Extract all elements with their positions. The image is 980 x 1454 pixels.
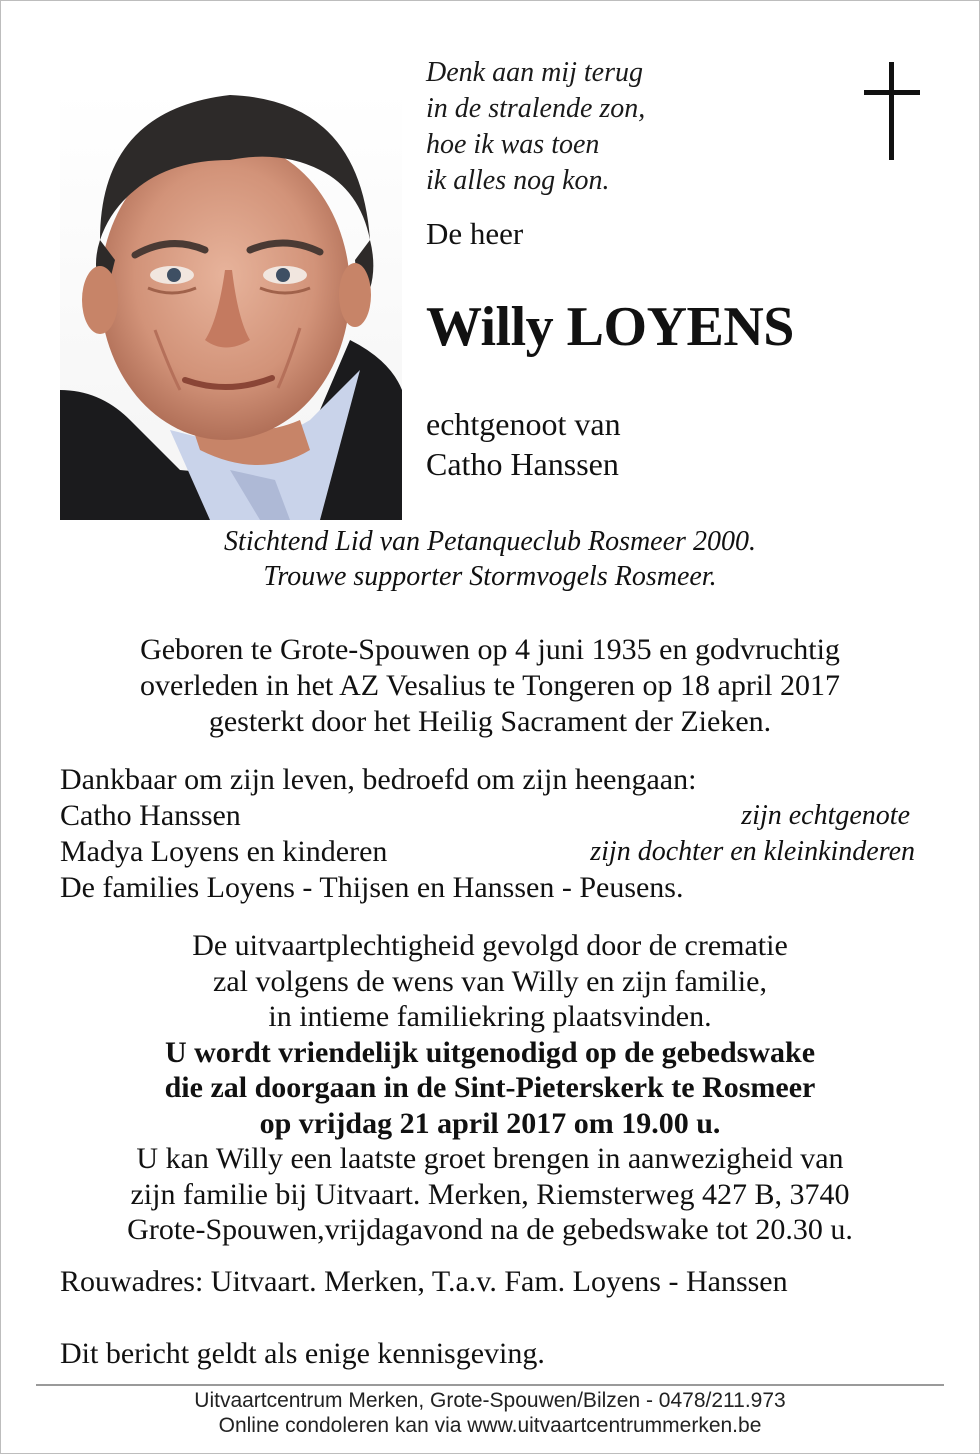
poem-line: ik alles nog kon. [426, 165, 610, 196]
funeral-home-contact: Uitvaartcentrum Merken, Grote-Spouwen/Bilzen - 0478/211.973 [194, 1389, 786, 1412]
spouse-name: Catho Hanssen [426, 446, 619, 482]
cross-icon [864, 62, 920, 160]
birth-line: Geboren te Grote-Spouwen op 4 juni 1935 en godvruchtig [140, 633, 840, 666]
family-member-role: zijn echtgenote [741, 800, 910, 831]
ceremony-line: zal volgens de wens van Willy en zijn familie, [213, 964, 767, 998]
poem-line: Denk aan mij terug [426, 57, 643, 88]
honorific: De heer [426, 216, 524, 251]
family-list [60, 762, 920, 906]
families-line: De families Loyens - Thijsen en Hanssen - Peusens. [60, 871, 684, 904]
notice-line: Dit bericht geldt als enige kennisgeving. [60, 1337, 545, 1370]
family-intro: Dankbaar om zijn leven, bedroefd om zijn heengaan: [60, 763, 697, 796]
ceremony-info [0, 928, 980, 1248]
birth-death-info [0, 632, 980, 740]
mourning-address: Rouwadres: Uitvaart. Merken, T.a.v. Fam. Loyens - Hanssen [60, 1265, 788, 1298]
family-member-row [60, 834, 920, 870]
visit-line: Grote-Spouwen,vrijdagavond na de gebedswake tot 20.30 u. [127, 1213, 853, 1246]
poem-line: hoe ik was toen [426, 129, 600, 160]
death-line: overleden in het AZ Vesalius te Tongeren op 18 april 2017 [140, 669, 840, 702]
spouse-info [426, 404, 621, 484]
spouse-label: echtgenoot van [426, 406, 621, 442]
portrait-photo-icon [60, 90, 402, 520]
wake-invitation-line: die zal doorgaan in de Sint-Pieterskerk te Rosmeer [164, 1071, 816, 1104]
ceremony-line: in intieme familiekring plaatsvinden. [268, 1000, 712, 1033]
family-member-row [60, 798, 920, 834]
family-member-name: Catho Hanssen [60, 799, 241, 832]
footer-divider [36, 1384, 944, 1386]
poem-line: in de stralende zon, [426, 93, 646, 124]
wake-invitation-line: U wordt vriendelijk uitgenodigd op de gebedswake [164, 1035, 816, 1069]
portrait-photo [60, 90, 402, 520]
membership-line: Trouwe supporter Stormvogels Rosmeer. [263, 561, 717, 592]
memberships [0, 524, 980, 594]
family-member-role: zijn dochter en kleinkinderen [590, 836, 915, 867]
visit-line: zijn familie bij Uitvaart. Merken, Riemsterweg 427 B, 3740 [130, 1177, 850, 1211]
wake-invitation-line: op vrijdag 21 april 2017 om 19.00 u. [259, 1106, 721, 1140]
family-member-name: Madya Loyens en kinderen [60, 835, 388, 868]
online-condolence-link[interactable]: Online condoleren kan via www.uitvaartcentrummerken.be [218, 1414, 762, 1437]
membership-line: Stichtend Lid van Petanqueclub Rosmeer 2000. [224, 526, 756, 557]
deceased-name: Willy LOYENS [426, 296, 794, 358]
ceremony-line: De uitvaartplechtigheid gevolgd door de crematie [192, 929, 788, 962]
footer [0, 1388, 980, 1438]
visit-line: U kan Willy een laatste groet brengen in aanwezigheid van [136, 1142, 844, 1175]
memorial-poem [426, 55, 645, 199]
sacrament-line: gesterkt door het Heilig Sacrament der Zieken. [208, 705, 772, 738]
